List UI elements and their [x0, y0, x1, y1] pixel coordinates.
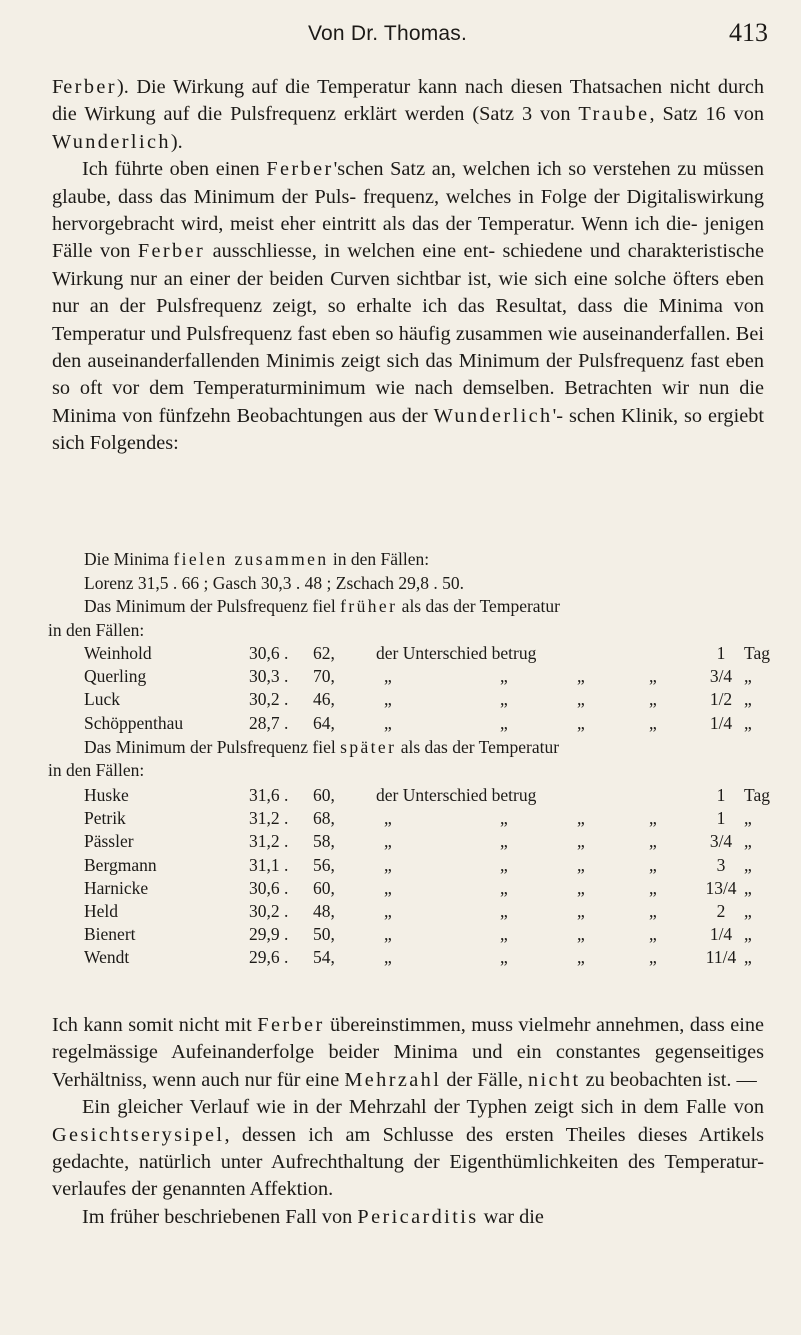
ditto-mark: „: [384, 831, 392, 852]
pulse-minimum: 60,: [313, 785, 335, 805]
together-cases: Lorenz 31,5 . 66 ; Gasch 30,3 . 48 ; Zschach 29,8 . 50.: [84, 572, 465, 593]
running-title: Von Dr. Thomas.: [308, 22, 468, 45]
ditto-mark: „: [384, 808, 392, 829]
ditto-mark: „: [577, 947, 585, 968]
pulse-minimum: 48,: [313, 900, 335, 921]
earlier-table: [84, 642, 774, 735]
ditto-mark: „: [649, 808, 657, 829]
temperature-minimum: 28,7 .: [249, 712, 289, 733]
later-cases-intro: in den Fällen:: [48, 760, 145, 780]
patient-name: Held: [84, 900, 119, 921]
ditto-mark: „: [577, 900, 585, 921]
ditto-mark: „: [384, 924, 392, 945]
ditto-mark: „: [577, 831, 585, 852]
unit-day: Tag: [744, 785, 770, 805]
ditto-mark: „: [384, 947, 392, 968]
ditto-mark: „: [500, 900, 508, 921]
ditto-mark: „: [577, 877, 585, 898]
difference-value: 1: [716, 785, 726, 805]
later-heading: Das Minimum der Pulsfrequenz fiel später als das der Temperatur: [84, 737, 560, 757]
running-head: [308, 18, 768, 48]
ditto-mark: „: [577, 808, 585, 829]
earlier-cases-intro: in den Fällen:: [48, 619, 145, 640]
ditto-mark: „: [577, 689, 585, 710]
difference-value: 1/2: [709, 689, 733, 710]
ditto-mark: „: [744, 854, 752, 875]
difference-value: 3/4: [709, 831, 733, 852]
ditto-mark: „: [384, 900, 392, 921]
ditto-mark: „: [577, 666, 585, 687]
temperature-minimum: 31,6 .: [249, 785, 289, 805]
temperature-minimum: 30,3 .: [249, 666, 289, 687]
ditto-mark: „: [577, 924, 585, 945]
patient-name: Petrik: [84, 808, 126, 829]
table-row: [84, 665, 774, 688]
pulse-minimum: 46,: [313, 689, 335, 710]
patient-name: Weinhold: [84, 643, 152, 663]
ditto-mark: „: [744, 947, 752, 968]
temperature-minimum: 30,6 .: [249, 877, 289, 898]
ditto-mark: „: [744, 666, 752, 687]
para-4: Ein gleicher Verlauf wie in der Mehrzahl der Typhen zeigt sich in dem Falle von Gesichtserysipel, dessen ich am Schlusse des ersten Theiles dieses Artikels gedachte, natürlich unter Aufrechthaltung der Eigenthümlichkeiten des Temperatur- verlaufes der genannten Affektion.: [52, 1096, 765, 1201]
difference-value: 13/4: [705, 877, 737, 898]
ditto-mark: „: [500, 808, 508, 829]
pulse-minimum: 64,: [313, 712, 335, 733]
temperature-minimum: 31,2 .: [249, 831, 289, 852]
ditto-mark: „: [500, 877, 508, 898]
ditto-mark: „: [649, 854, 657, 875]
patient-name: Wendt: [84, 947, 130, 968]
ditto-mark: „: [500, 924, 508, 945]
temperature-minimum: 30,6 .: [249, 643, 289, 663]
pulse-minimum: 56,: [313, 854, 335, 875]
table-row: [84, 688, 774, 711]
ditto-mark: „: [649, 689, 657, 710]
page-number: 413: [729, 18, 768, 47]
table-row: [84, 900, 774, 923]
temperature-minimum: 30,2 .: [249, 689, 289, 710]
table-row: [84, 946, 774, 969]
temperature-minimum: 29,6 .: [249, 947, 289, 968]
ditto-mark: „: [744, 689, 752, 710]
difference-value: 1/4: [709, 712, 733, 733]
difference-text: der Unterschied betrug: [376, 785, 537, 805]
table-row: [84, 784, 774, 807]
ditto-mark: „: [744, 831, 752, 852]
temperature-minimum: 29,9 .: [249, 924, 289, 945]
difference-value: 3/4: [709, 666, 733, 687]
ditto-mark: „: [649, 666, 657, 687]
patient-name: Querling: [84, 666, 147, 687]
ditto-mark: „: [577, 854, 585, 875]
temperature-minimum: 31,2 .: [249, 808, 289, 829]
ditto-mark: „: [649, 924, 657, 945]
pulse-minimum: 58,: [313, 831, 335, 852]
patient-name: Pässler: [84, 831, 134, 852]
ditto-mark: „: [649, 947, 657, 968]
patient-name: Bergmann: [84, 854, 157, 875]
patient-name: Bienert: [84, 924, 136, 945]
table-row: [84, 854, 774, 877]
para-2: Ich führte oben einen Ferber'schen Satz an, welchen ich so verstehen zu müssen glaube, dass das Minimum der Puls- frequenz, welches in Folge der Digitaliswirkung hervorgebracht wird, meist eher eintritt als das der Temperatur. Wenn ich die- jenigen Fälle von Ferber ausschliesse, in welchen eine ent- schiedene und charakteristische Wirkung nur an einer der beiden Curven sichtbar ist, wie sich eine solche öfters eben nur an der Pulsfrequenz zeigt, so erhalte ich das Resultat, dass die Minima von Temperatur und Pulsfrequenz fast eben so häufig zusammen wie auseinanderfallen. Bei den auseinanderfallenden Minimis zeigt sich das Minimum der Pulsfrequenz fast eben so oft vor dem Temperaturminimum wie nach demselben. Betrachten wir nun die Minima von fünfzehn Beobachtungen aus der Wunderlich'- schen Klinik, so ergiebt sich Folgendes:: [52, 158, 765, 455]
para-5: Im früher beschriebenen Fall von Pericarditis war die: [82, 1205, 544, 1228]
ditto-mark: „: [500, 689, 508, 710]
body-upper: [52, 74, 764, 458]
difference-value: 2: [716, 900, 726, 921]
table-row: [84, 830, 774, 853]
table-row: [84, 807, 774, 830]
minima-summary: [48, 548, 770, 968]
patient-name: Harnicke: [84, 877, 149, 898]
unit-day: Tag: [744, 643, 770, 663]
difference-value: 3: [716, 854, 726, 875]
difference-text: der Unterschied betrug: [376, 643, 537, 663]
para-1: Ferber). Die Wirkung auf die Temperatur kann nach diesen Thatsachen nicht durch die Wirkung auf die Pulsfrequenz erklärt werden (Satz 3 von Traube, Satz 16 von Wunderlich).: [52, 76, 765, 153]
ditto-mark: „: [384, 854, 392, 875]
body-lower: [52, 1012, 764, 1231]
ditto-mark: „: [577, 712, 585, 733]
ditto-mark: „: [384, 877, 392, 898]
ditto-mark: „: [744, 808, 752, 829]
ditto-mark: „: [384, 689, 392, 710]
ditto-mark: „: [744, 712, 752, 733]
ditto-mark: „: [384, 666, 392, 687]
difference-value: 1: [716, 808, 726, 829]
ditto-mark: „: [500, 854, 508, 875]
ditto-mark: „: [500, 666, 508, 687]
pulse-minimum: 54,: [313, 947, 335, 968]
temperature-minimum: 30,2 .: [249, 900, 289, 921]
difference-value: 1: [716, 643, 726, 663]
pulse-minimum: 50,: [313, 924, 335, 945]
together-heading: Die Minima fielen zusammen in den Fällen:: [84, 549, 430, 569]
patient-name: Huske: [84, 785, 129, 805]
ditto-mark: „: [500, 831, 508, 852]
ditto-mark: „: [384, 712, 392, 733]
later-table: [84, 784, 774, 970]
temperature-minimum: 31,1 .: [249, 854, 289, 875]
patient-name: Luck: [84, 689, 120, 710]
table-row: [84, 642, 774, 665]
ditto-mark: „: [649, 831, 657, 852]
ditto-mark: „: [744, 924, 752, 945]
table-row: [84, 877, 774, 900]
para-3: Ich kann somit nicht mit Ferber übereinstimmen, muss vielmehr annehmen, dass eine regelmässige Aufeinanderfolge beider Minima und ein constantes gegenseitiges Verhältniss, wenn auch nur für eine Mehrzahl der Fälle, nicht zu beobachten ist. —: [52, 1014, 765, 1091]
difference-value: 11/4: [705, 947, 737, 968]
ditto-mark: „: [649, 712, 657, 733]
ditto-mark: „: [500, 947, 508, 968]
ditto-mark: „: [649, 877, 657, 898]
earlier-heading: Das Minimum der Pulsfrequenz fiel früher als das der Temperatur: [84, 596, 560, 616]
ditto-mark: „: [744, 877, 752, 898]
ditto-mark: „: [500, 712, 508, 733]
table-row: [84, 712, 774, 735]
pulse-minimum: 68,: [313, 808, 335, 829]
ditto-mark: „: [744, 900, 752, 921]
patient-name: Schöppenthau: [84, 712, 184, 733]
pulse-minimum: 62,: [313, 643, 335, 663]
difference-value: 1/4: [709, 924, 733, 945]
pulse-minimum: 60,: [313, 877, 335, 898]
ditto-mark: „: [649, 900, 657, 921]
table-row: [84, 923, 774, 946]
pulse-minimum: 70,: [313, 666, 335, 687]
